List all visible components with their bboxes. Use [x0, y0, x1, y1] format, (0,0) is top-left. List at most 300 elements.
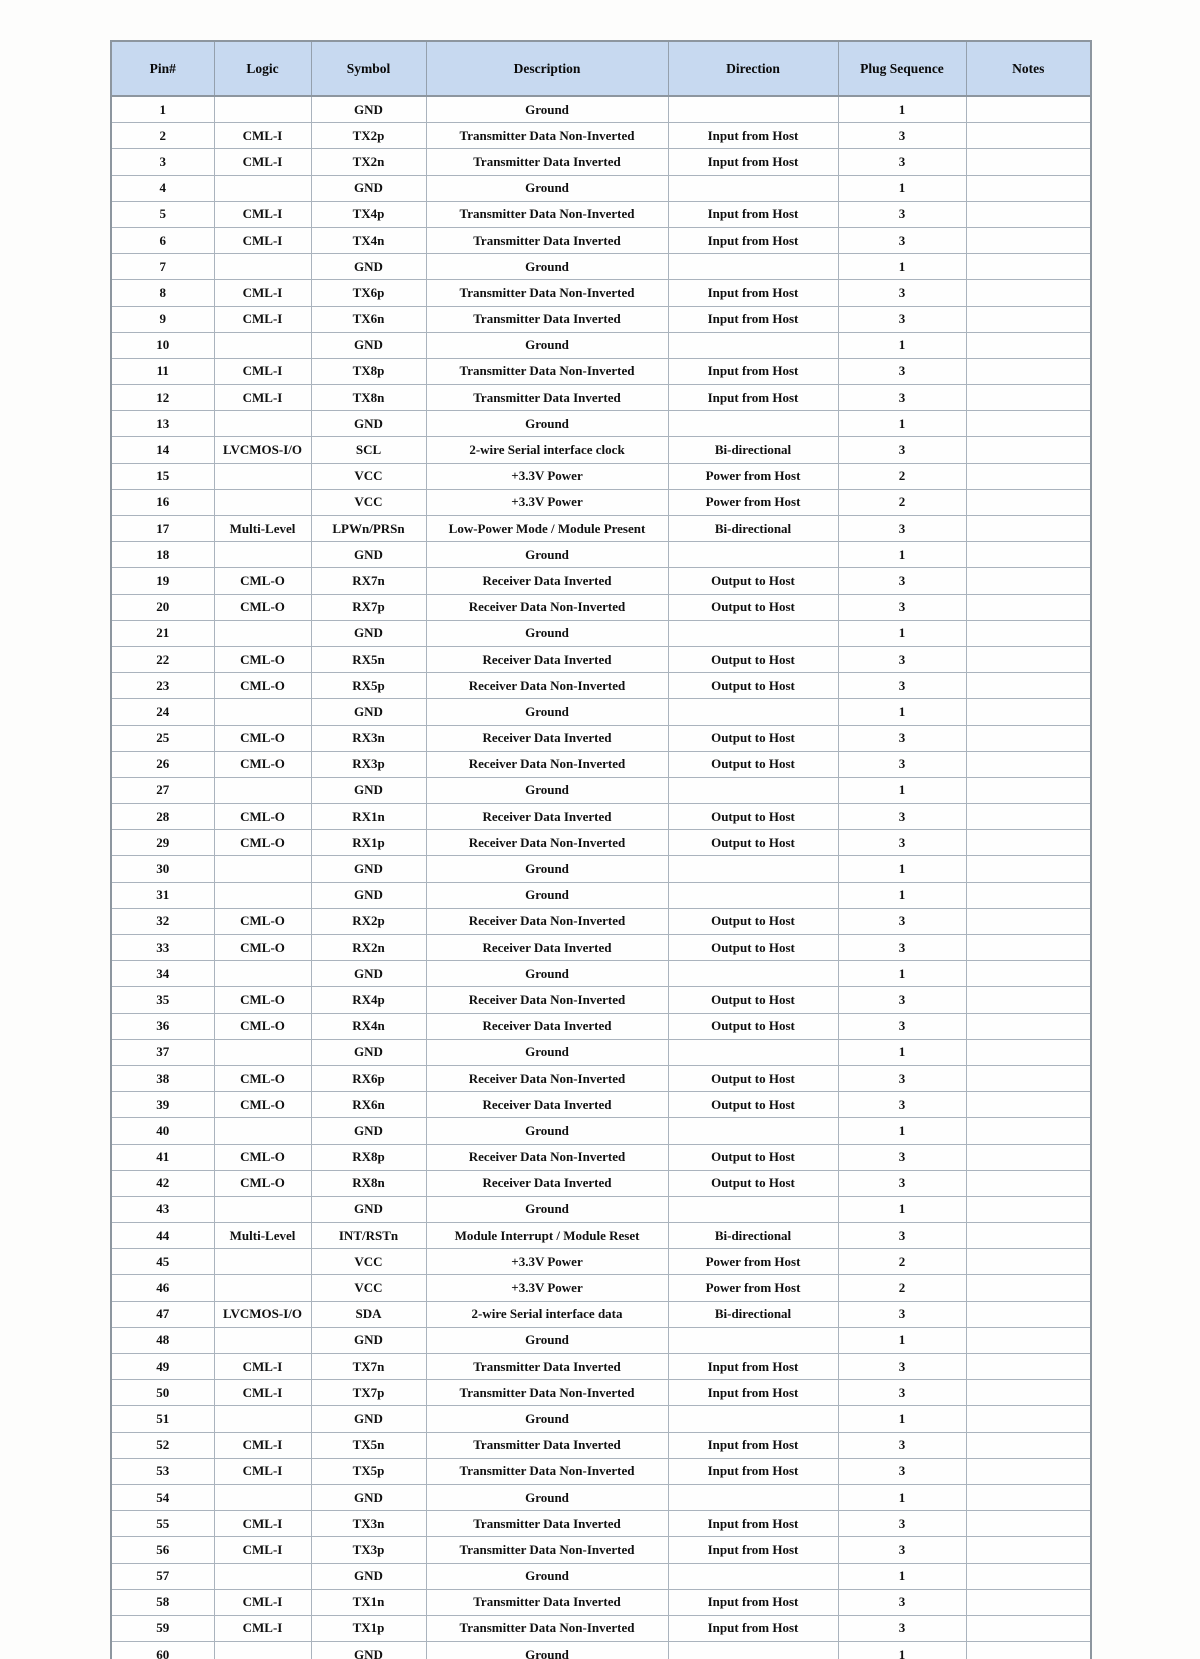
logic-cell — [214, 489, 311, 515]
plug-sequence-cell: 1 — [838, 175, 966, 201]
table-row — [111, 1458, 1091, 1484]
logic-cell: CML-I — [214, 201, 311, 227]
logic-cell — [214, 1406, 311, 1432]
logic-cell — [214, 96, 311, 123]
logic-cell: CML-I — [214, 1589, 311, 1615]
logic-cell: CML-I — [214, 1354, 311, 1380]
plug-sequence-cell: 3 — [838, 725, 966, 751]
notes-cell — [966, 96, 1091, 123]
pin-cell: 23 — [111, 673, 214, 699]
notes-cell — [966, 1223, 1091, 1249]
plug-sequence-cell: 3 — [838, 149, 966, 175]
direction-cell: Input from Host — [668, 1537, 838, 1563]
direction-cell: Input from Host — [668, 123, 838, 149]
pin-cell: 50 — [111, 1380, 214, 1406]
symbol-cell: RX6p — [311, 1065, 426, 1091]
pin-cell: 57 — [111, 1563, 214, 1589]
logic-cell — [214, 254, 311, 280]
plug-sequence-cell: 3 — [838, 123, 966, 149]
logic-cell: CML-I — [214, 280, 311, 306]
notes-cell — [966, 1301, 1091, 1327]
description-cell: Transmitter Data Inverted — [426, 306, 668, 332]
logic-cell: CML-O — [214, 1013, 311, 1039]
symbol-cell: TX6n — [311, 306, 426, 332]
notes-cell — [966, 1170, 1091, 1196]
pinout-table-header — [111, 41, 1091, 96]
symbol-cell: GND — [311, 1118, 426, 1144]
column-header-direction: Direction — [668, 41, 838, 96]
symbol-cell: TX4p — [311, 201, 426, 227]
column-header-symbol: Symbol — [311, 41, 426, 96]
table-row — [111, 280, 1091, 306]
notes-cell — [966, 1563, 1091, 1589]
table-row — [111, 646, 1091, 672]
notes-cell — [966, 463, 1091, 489]
symbol-cell: RX8n — [311, 1170, 426, 1196]
symbol-cell: RX4p — [311, 987, 426, 1013]
symbol-cell: TX1p — [311, 1615, 426, 1641]
direction-cell: Output to Host — [668, 751, 838, 777]
table-row — [111, 935, 1091, 961]
pin-cell: 49 — [111, 1354, 214, 1380]
plug-sequence-cell: 2 — [838, 1275, 966, 1301]
plug-sequence-cell: 3 — [838, 306, 966, 332]
table-row — [111, 673, 1091, 699]
logic-cell: CML-O — [214, 1170, 311, 1196]
direction-cell: Output to Host — [668, 935, 838, 961]
pin-cell: 30 — [111, 856, 214, 882]
notes-cell — [966, 830, 1091, 856]
logic-cell — [214, 1249, 311, 1275]
symbol-cell: RX1n — [311, 804, 426, 830]
symbol-cell: GND — [311, 411, 426, 437]
direction-cell — [668, 254, 838, 280]
description-cell: Receiver Data Inverted — [426, 935, 668, 961]
pinout-table — [110, 40, 1092, 1659]
table-row — [111, 1301, 1091, 1327]
symbol-cell: GND — [311, 96, 426, 123]
symbol-cell: GND — [311, 332, 426, 358]
logic-cell: CML-O — [214, 646, 311, 672]
symbol-cell: VCC — [311, 463, 426, 489]
table-row — [111, 1406, 1091, 1432]
plug-sequence-cell: 3 — [838, 1170, 966, 1196]
pin-cell: 8 — [111, 280, 214, 306]
direction-cell — [668, 96, 838, 123]
table-row — [111, 856, 1091, 882]
pin-cell: 25 — [111, 725, 214, 751]
logic-cell — [214, 1275, 311, 1301]
logic-cell: CML-O — [214, 830, 311, 856]
pin-cell: 20 — [111, 594, 214, 620]
pin-cell: 24 — [111, 699, 214, 725]
symbol-cell: TX5n — [311, 1432, 426, 1458]
logic-cell — [214, 1196, 311, 1222]
direction-cell: Output to Host — [668, 673, 838, 699]
direction-cell — [668, 1563, 838, 1589]
logic-cell: Multi-Level — [214, 1223, 311, 1249]
pin-cell: 44 — [111, 1223, 214, 1249]
table-row — [111, 385, 1091, 411]
description-cell: Transmitter Data Inverted — [426, 149, 668, 175]
logic-cell: CML-O — [214, 1065, 311, 1091]
notes-cell — [966, 1092, 1091, 1118]
direction-cell — [668, 175, 838, 201]
direction-cell — [668, 620, 838, 646]
symbol-cell: RX6n — [311, 1092, 426, 1118]
column-header-description: Description — [426, 41, 668, 96]
direction-cell: Input from Host — [668, 1615, 838, 1641]
description-cell: Transmitter Data Non-Inverted — [426, 358, 668, 384]
symbol-cell: LPWn/PRSn — [311, 516, 426, 542]
description-cell: Receiver Data Non-Inverted — [426, 987, 668, 1013]
pin-cell: 21 — [111, 620, 214, 646]
symbol-cell: GND — [311, 777, 426, 803]
description-cell: Receiver Data Non-Inverted — [426, 751, 668, 777]
plug-sequence-cell: 1 — [838, 332, 966, 358]
direction-cell: Power from Host — [668, 1249, 838, 1275]
logic-cell — [214, 1327, 311, 1353]
symbol-cell: GND — [311, 699, 426, 725]
direction-cell — [668, 411, 838, 437]
logic-cell: CML-I — [214, 1537, 311, 1563]
plug-sequence-cell: 3 — [838, 1615, 966, 1641]
symbol-cell: TX4n — [311, 227, 426, 253]
table-row — [111, 908, 1091, 934]
description-cell: Ground — [426, 1118, 668, 1144]
plug-sequence-cell: 1 — [838, 542, 966, 568]
direction-cell — [668, 1642, 838, 1659]
notes-cell — [966, 1249, 1091, 1275]
plug-sequence-cell: 1 — [838, 1563, 966, 1589]
logic-cell: CML-O — [214, 673, 311, 699]
description-cell: Receiver Data Inverted — [426, 1013, 668, 1039]
table-row — [111, 987, 1091, 1013]
table-row — [111, 1615, 1091, 1641]
description-cell: Receiver Data Inverted — [426, 804, 668, 830]
plug-sequence-cell: 2 — [838, 463, 966, 489]
symbol-cell: VCC — [311, 1249, 426, 1275]
pin-cell: 27 — [111, 777, 214, 803]
description-cell: Receiver Data Inverted — [426, 1092, 668, 1118]
notes-cell — [966, 777, 1091, 803]
pin-cell: 26 — [111, 751, 214, 777]
description-cell: Transmitter Data Inverted — [426, 1511, 668, 1537]
plug-sequence-cell: 3 — [838, 1511, 966, 1537]
description-cell: Transmitter Data Inverted — [426, 1354, 668, 1380]
direction-cell — [668, 1406, 838, 1432]
logic-cell: LVCMOS-I/O — [214, 1301, 311, 1327]
symbol-cell: RX8p — [311, 1144, 426, 1170]
pin-cell: 15 — [111, 463, 214, 489]
direction-cell — [668, 332, 838, 358]
direction-cell: Input from Host — [668, 1380, 838, 1406]
plug-sequence-cell: 1 — [838, 1196, 966, 1222]
plug-sequence-cell: 1 — [838, 1118, 966, 1144]
description-cell: Ground — [426, 254, 668, 280]
plug-sequence-cell: 3 — [838, 1458, 966, 1484]
symbol-cell: RX7p — [311, 594, 426, 620]
symbol-cell: RX5n — [311, 646, 426, 672]
logic-cell — [214, 463, 311, 489]
description-cell: Ground — [426, 777, 668, 803]
notes-cell — [966, 227, 1091, 253]
table-row — [111, 1223, 1091, 1249]
plug-sequence-cell: 1 — [838, 961, 966, 987]
logic-cell: CML-O — [214, 751, 311, 777]
notes-cell — [966, 332, 1091, 358]
table-row — [111, 620, 1091, 646]
notes-cell — [966, 123, 1091, 149]
pin-cell: 41 — [111, 1144, 214, 1170]
pin-cell: 29 — [111, 830, 214, 856]
description-cell: Receiver Data Inverted — [426, 646, 668, 672]
direction-cell: Input from Host — [668, 1511, 838, 1537]
description-cell: Receiver Data Non-Inverted — [426, 908, 668, 934]
direction-cell — [668, 699, 838, 725]
logic-cell: CML-I — [214, 227, 311, 253]
direction-cell: Input from Host — [668, 1432, 838, 1458]
notes-cell — [966, 1458, 1091, 1484]
table-row — [111, 751, 1091, 777]
description-cell: Receiver Data Non-Inverted — [426, 673, 668, 699]
symbol-cell: RX4n — [311, 1013, 426, 1039]
table-row — [111, 1013, 1091, 1039]
notes-cell — [966, 542, 1091, 568]
table-row — [111, 437, 1091, 463]
table-row — [111, 175, 1091, 201]
symbol-cell: RX2p — [311, 908, 426, 934]
description-cell: +3.3V Power — [426, 1275, 668, 1301]
table-row — [111, 1380, 1091, 1406]
description-cell: Ground — [426, 332, 668, 358]
notes-cell — [966, 987, 1091, 1013]
description-cell: Ground — [426, 542, 668, 568]
description-cell: Ground — [426, 882, 668, 908]
table-row — [111, 1537, 1091, 1563]
plug-sequence-cell: 3 — [838, 568, 966, 594]
pin-cell: 6 — [111, 227, 214, 253]
plug-sequence-cell: 2 — [838, 1249, 966, 1275]
description-cell: Ground — [426, 699, 668, 725]
symbol-cell: TX2n — [311, 149, 426, 175]
logic-cell — [214, 332, 311, 358]
symbol-cell: GND — [311, 1642, 426, 1659]
logic-cell — [214, 777, 311, 803]
pin-cell: 45 — [111, 1249, 214, 1275]
notes-cell — [966, 856, 1091, 882]
pin-cell: 9 — [111, 306, 214, 332]
table-row — [111, 1065, 1091, 1091]
table-row — [111, 1354, 1091, 1380]
symbol-cell: TX7n — [311, 1354, 426, 1380]
description-cell: Ground — [426, 96, 668, 123]
description-cell: Ground — [426, 1484, 668, 1510]
symbol-cell: TX2p — [311, 123, 426, 149]
notes-cell — [966, 201, 1091, 227]
logic-cell: CML-I — [214, 306, 311, 332]
symbol-cell: SDA — [311, 1301, 426, 1327]
notes-cell — [966, 516, 1091, 542]
pin-cell: 47 — [111, 1301, 214, 1327]
logic-cell: CML-I — [214, 1511, 311, 1537]
plug-sequence-cell: 3 — [838, 804, 966, 830]
symbol-cell: RX2n — [311, 935, 426, 961]
table-row — [111, 123, 1091, 149]
description-cell: Transmitter Data Inverted — [426, 385, 668, 411]
direction-cell: Bi-directional — [668, 1301, 838, 1327]
pin-cell: 52 — [111, 1432, 214, 1458]
plug-sequence-cell: 3 — [838, 987, 966, 1013]
direction-cell — [668, 961, 838, 987]
plug-sequence-cell: 1 — [838, 1327, 966, 1353]
symbol-cell: TX8p — [311, 358, 426, 384]
symbol-cell: GND — [311, 1196, 426, 1222]
notes-cell — [966, 175, 1091, 201]
notes-cell — [966, 1642, 1091, 1659]
description-cell: Receiver Data Non-Inverted — [426, 594, 668, 620]
pin-cell: 48 — [111, 1327, 214, 1353]
direction-cell: Output to Host — [668, 804, 838, 830]
plug-sequence-cell: 3 — [838, 201, 966, 227]
table-row — [111, 830, 1091, 856]
logic-cell — [214, 411, 311, 437]
pin-cell: 38 — [111, 1065, 214, 1091]
table-row — [111, 777, 1091, 803]
notes-cell — [966, 882, 1091, 908]
table-row — [111, 254, 1091, 280]
logic-cell: CML-O — [214, 1144, 311, 1170]
column-header-logic: Logic — [214, 41, 311, 96]
direction-cell: Output to Host — [668, 646, 838, 672]
direction-cell — [668, 1039, 838, 1065]
column-header-pin: Pin# — [111, 41, 214, 96]
table-row — [111, 96, 1091, 123]
description-cell: Module Interrupt / Module Reset — [426, 1223, 668, 1249]
table-row — [111, 463, 1091, 489]
plug-sequence-cell: 3 — [838, 1589, 966, 1615]
symbol-cell: TX3n — [311, 1511, 426, 1537]
pin-cell: 1 — [111, 96, 214, 123]
logic-cell: LVCMOS-I/O — [214, 437, 311, 463]
description-cell: Transmitter Data Non-Inverted — [426, 201, 668, 227]
plug-sequence-cell: 3 — [838, 908, 966, 934]
symbol-cell: GND — [311, 1484, 426, 1510]
logic-cell: CML-I — [214, 1458, 311, 1484]
plug-sequence-cell: 3 — [838, 437, 966, 463]
direction-cell: Output to Host — [668, 1092, 838, 1118]
table-row — [111, 1642, 1091, 1659]
description-cell: Transmitter Data Inverted — [426, 1589, 668, 1615]
description-cell: 2-wire Serial interface data — [426, 1301, 668, 1327]
plug-sequence-cell: 3 — [838, 830, 966, 856]
direction-cell: Input from Host — [668, 280, 838, 306]
notes-cell — [966, 1118, 1091, 1144]
table-row — [111, 542, 1091, 568]
pin-cell: 5 — [111, 201, 214, 227]
table-row — [111, 149, 1091, 175]
direction-cell: Input from Host — [668, 201, 838, 227]
notes-cell — [966, 1406, 1091, 1432]
plug-sequence-cell: 1 — [838, 1406, 966, 1432]
notes-cell — [966, 699, 1091, 725]
symbol-cell: GND — [311, 254, 426, 280]
direction-cell: Output to Host — [668, 725, 838, 751]
pin-cell: 2 — [111, 123, 214, 149]
logic-cell: CML-O — [214, 908, 311, 934]
pinout-table-body — [111, 96, 1091, 1659]
plug-sequence-cell: 3 — [838, 1144, 966, 1170]
pin-cell: 33 — [111, 935, 214, 961]
pin-cell: 19 — [111, 568, 214, 594]
plug-sequence-cell: 3 — [838, 1013, 966, 1039]
table-row — [111, 201, 1091, 227]
logic-cell: CML-I — [214, 123, 311, 149]
symbol-cell: GND — [311, 175, 426, 201]
description-cell: Receiver Data Non-Inverted — [426, 1144, 668, 1170]
pin-cell: 13 — [111, 411, 214, 437]
notes-cell — [966, 254, 1091, 280]
plug-sequence-cell: 3 — [838, 646, 966, 672]
plug-sequence-cell: 3 — [838, 751, 966, 777]
notes-cell — [966, 1589, 1091, 1615]
description-cell: Ground — [426, 856, 668, 882]
pin-cell: 14 — [111, 437, 214, 463]
logic-cell: CML-O — [214, 1092, 311, 1118]
logic-cell: CML-I — [214, 1432, 311, 1458]
logic-cell — [214, 856, 311, 882]
notes-cell — [966, 489, 1091, 515]
symbol-cell: INT/RSTn — [311, 1223, 426, 1249]
description-cell: Receiver Data Inverted — [426, 725, 668, 751]
description-cell: Ground — [426, 411, 668, 437]
pin-cell: 59 — [111, 1615, 214, 1641]
pin-cell: 32 — [111, 908, 214, 934]
table-row — [111, 594, 1091, 620]
pin-cell: 28 — [111, 804, 214, 830]
symbol-cell: SCL — [311, 437, 426, 463]
pin-cell: 31 — [111, 882, 214, 908]
description-cell: Transmitter Data Non-Inverted — [426, 1380, 668, 1406]
symbol-cell: RX1p — [311, 830, 426, 856]
description-cell: Ground — [426, 1563, 668, 1589]
notes-cell — [966, 1196, 1091, 1222]
notes-cell — [966, 1065, 1091, 1091]
description-cell: +3.3V Power — [426, 1249, 668, 1275]
table-row — [111, 568, 1091, 594]
table-row — [111, 1563, 1091, 1589]
pin-cell: 43 — [111, 1196, 214, 1222]
description-cell: +3.3V Power — [426, 489, 668, 515]
symbol-cell: GND — [311, 961, 426, 987]
logic-cell: CML-I — [214, 385, 311, 411]
plug-sequence-cell: 3 — [838, 1301, 966, 1327]
description-cell: Ground — [426, 961, 668, 987]
plug-sequence-cell: 1 — [838, 1642, 966, 1659]
description-cell: Receiver Data Non-Inverted — [426, 830, 668, 856]
direction-cell: Input from Host — [668, 149, 838, 175]
notes-cell — [966, 751, 1091, 777]
plug-sequence-cell: 1 — [838, 856, 966, 882]
notes-cell — [966, 437, 1091, 463]
symbol-cell: TX7p — [311, 1380, 426, 1406]
direction-cell: Output to Host — [668, 1013, 838, 1039]
direction-cell: Output to Host — [668, 1170, 838, 1196]
direction-cell: Output to Host — [668, 1065, 838, 1091]
notes-cell — [966, 1275, 1091, 1301]
pin-cell: 17 — [111, 516, 214, 542]
pin-cell: 53 — [111, 1458, 214, 1484]
